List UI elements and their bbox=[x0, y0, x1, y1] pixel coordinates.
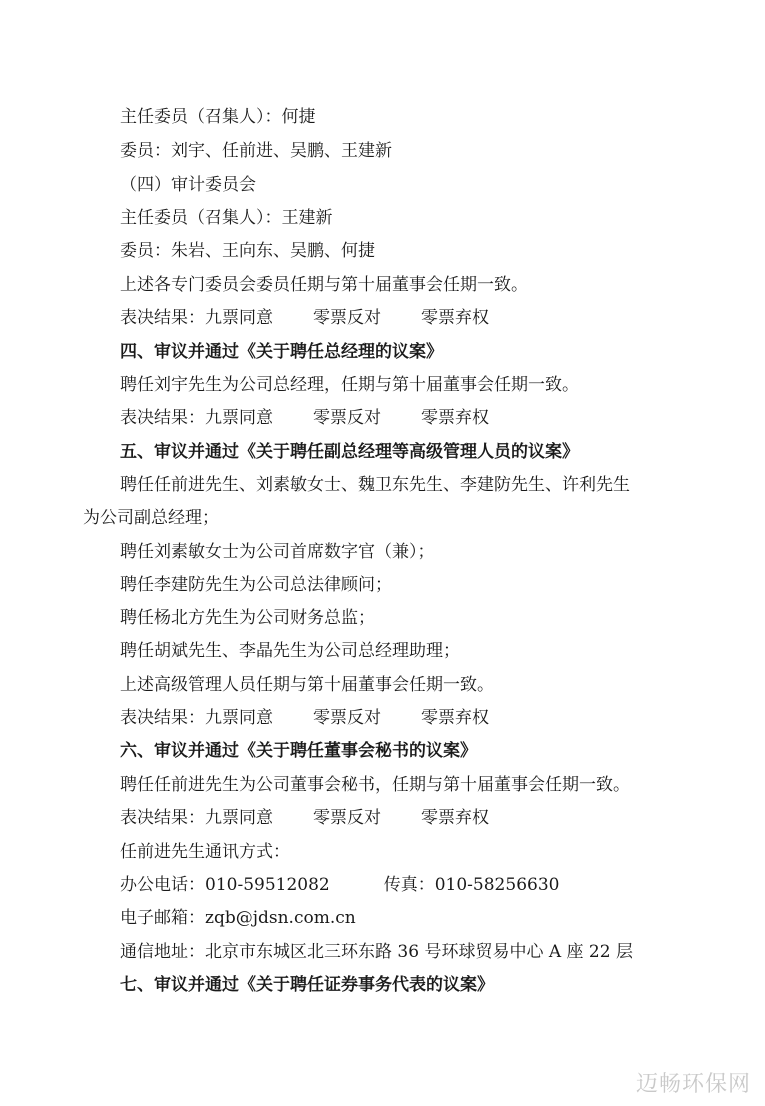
text-line: 聘任胡斌先生、李晶先生为公司总经理助理； bbox=[120, 641, 460, 661]
vote-result-line bbox=[120, 707, 695, 729]
text-line: 上述各专门委员会委员任期与第十届董事会任期一致。 bbox=[120, 275, 528, 295]
text-line: 任前进先生通讯方式： bbox=[120, 842, 290, 862]
section-heading: 四、审议并通过《关于聘任总经理的议案》 bbox=[120, 342, 443, 362]
text-line: 委员：刘宇、任前进、吴鹏、王建新 bbox=[120, 141, 392, 161]
contact-line bbox=[120, 874, 695, 896]
section-heading: 五、审议并通过《关于聘任副总经理等高级管理人员的议案》 bbox=[120, 442, 579, 462]
text-line: 委员：朱岩、王向东、吴鹏、何捷 bbox=[120, 241, 375, 261]
text-line: 为公司副总经理； bbox=[83, 508, 219, 528]
section-heading: 七、审议并通过《关于聘任证券事务代表的议案》 bbox=[120, 975, 494, 995]
vote-result-line bbox=[120, 307, 695, 329]
vote-against: 零票反对 bbox=[313, 808, 381, 828]
vote-result: 表决结果：九票同意 bbox=[120, 308, 273, 328]
section-subheading: （四）审计委员会 bbox=[120, 175, 256, 195]
section-heading: 六、审议并通过《关于聘任董事会秘书的议案》 bbox=[120, 741, 477, 761]
text-line: 聘任任前进先生、刘素敏女士、魏卫东先生、李建防先生、许利先生 bbox=[120, 475, 630, 495]
text-line: 上述高级管理人员任期与第十届董事会任期一致。 bbox=[120, 675, 494, 695]
fax: 传真：010-58256630 bbox=[383, 875, 560, 895]
vote-abstain: 零票弃权 bbox=[421, 308, 489, 328]
text-line: 聘任任前进先生为公司董事会秘书，任期与第十届董事会任期一致。 bbox=[120, 775, 630, 795]
text-line: 聘任李建防先生为公司总法律顾问； bbox=[120, 575, 392, 595]
text-line: 主任委员（召集人）：王建新 bbox=[120, 208, 333, 228]
vote-result: 表决结果：九票同意 bbox=[120, 808, 273, 828]
address-line: 通信地址：北京市东城区北三环东路 36 号环球贸易中心 A 座 22 层 bbox=[120, 942, 633, 962]
vote-against: 零票反对 bbox=[313, 408, 381, 428]
vote-result: 表决结果：九票同意 bbox=[120, 408, 273, 428]
watermark: 迈畅环保网 bbox=[635, 1072, 751, 1097]
vote-result-line bbox=[120, 407, 695, 429]
vote-result: 表决结果：九票同意 bbox=[120, 708, 273, 728]
vote-against: 零票反对 bbox=[313, 308, 381, 328]
email-line: 电子邮箱：zqb@jdsn.com.cn bbox=[120, 908, 356, 928]
vote-abstain: 零票弃权 bbox=[421, 808, 489, 828]
office-phone: 办公电话：010-59512082 bbox=[120, 875, 330, 895]
vote-result-line bbox=[120, 807, 695, 829]
text-line: 主任委员（召集人）：何捷 bbox=[120, 107, 316, 127]
vote-abstain: 零票弃权 bbox=[421, 408, 489, 428]
text-line: 聘任刘素敏女士为公司首席数字官（兼）； bbox=[120, 542, 435, 562]
text-line: 聘任刘宇先生为公司总经理，任期与第十届董事会任期一致。 bbox=[120, 375, 579, 395]
vote-against: 零票反对 bbox=[313, 708, 381, 728]
text-line: 聘任杨北方先生为公司财务总监； bbox=[120, 608, 375, 628]
vote-abstain: 零票弃权 bbox=[421, 708, 489, 728]
